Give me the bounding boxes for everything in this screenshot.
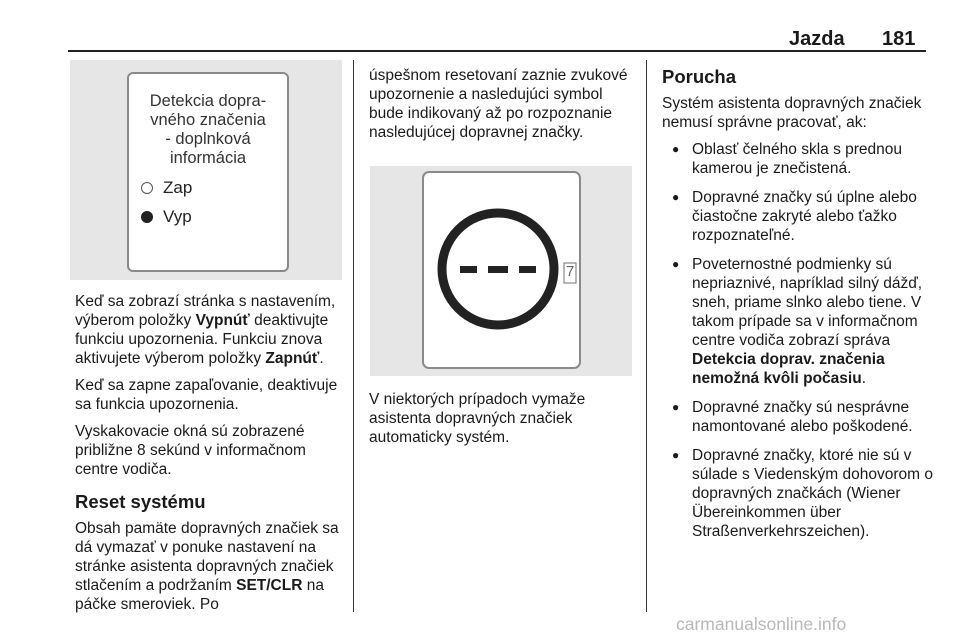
column-divider-2 — [646, 60, 647, 612]
section-heading: Reset systému — [75, 491, 206, 512]
list-item: ● Poveternostné podmienky sú nepriaznivé, napríklad silný dážď, sneh, priame slnko alebo tiene. V takom prípade sa v informačnom centre vodiča zobrazí správa Detekcia doprav. značenia nemožná kvôli počasiu. — [662, 255, 937, 388]
display-screen — [127, 72, 289, 272]
option-vyp — [141, 207, 192, 227]
sign-superscript: 7 — [566, 263, 575, 280]
chapter-title: Jazda — [789, 28, 845, 50]
option-label: Vyp — [163, 207, 192, 226]
radio-icon — [141, 182, 153, 194]
header-rule — [68, 50, 926, 52]
settings-screen-figure — [70, 60, 342, 280]
list-item: ● Dopravné značky, ktoré nie sú v súlade s Viedenským dohovorom o dopravných značkách (Wiener Übereinkommen über Straßenverkehrszeichen). — [662, 446, 937, 541]
fault-list — [662, 140, 937, 541]
right-column — [662, 66, 937, 551]
reset-symbol-figure — [370, 166, 632, 376]
paragraph: úspešnom resetovaní zaznie zvukové upozornenie a nasledujúci symbol bude indikovaný až po rozpoznanie nasledujúcej dopravnej značky. — [369, 67, 628, 141]
left-column — [75, 292, 347, 622]
paragraph: Obsah pamäte dopravných značiek sa dá vymazať v ponuke nastavení na stránke asistenta dopravných značiek stlačením a podržaním SET/CLR na páčke smeroviek. Po — [75, 520, 339, 613]
list-item: ● Oblasť čelného skla s prednou kamerou je znečistená. — [662, 140, 937, 178]
paragraph: V niektorých prípadoch vymaže asistenta dopravných značiek automaticky systém. — [369, 391, 586, 446]
cancel-restriction-sign-icon — [370, 166, 632, 376]
option-zap — [141, 178, 192, 198]
section-heading: Porucha — [662, 66, 737, 87]
paragraph: Vyskakovacie okná sú zobrazené približne 8 sekúnd v informačnom centre vodiča. — [75, 423, 306, 478]
radio-icon — [141, 211, 153, 223]
watermark: carmanualsonline.info — [676, 614, 847, 634]
middle-column — [369, 66, 637, 150]
screen-title: Detekcia dopra- vného značenia - doplnková informácia — [149, 92, 267, 167]
paragraph: Systém asistenta dopravných značiek nemusí správne pracovať, ak: — [662, 95, 922, 131]
middle-column-lower — [369, 390, 637, 455]
column-divider-1 — [353, 60, 354, 612]
list-item: ● Dopravné značky sú úplne alebo čiastočne zakryté alebo ťažko rozpoznateľné. — [662, 188, 937, 245]
paragraph: Keď sa zobrazí stránka s nastavením, výberom položky Vypnúť deaktivujte funkciu upozornenia. Funkciu znova aktivujete výberom položky Zapnúť. — [75, 293, 336, 367]
option-label: Zap — [163, 178, 193, 197]
list-item: ● Dopravné značky sú nesprávne namontované alebo poškodené. — [662, 398, 937, 436]
paragraph: Keď sa zapne zapaľovanie, deaktivuje sa funkcia upozornenia. — [75, 377, 338, 413]
page-number: 181 — [882, 28, 916, 50]
